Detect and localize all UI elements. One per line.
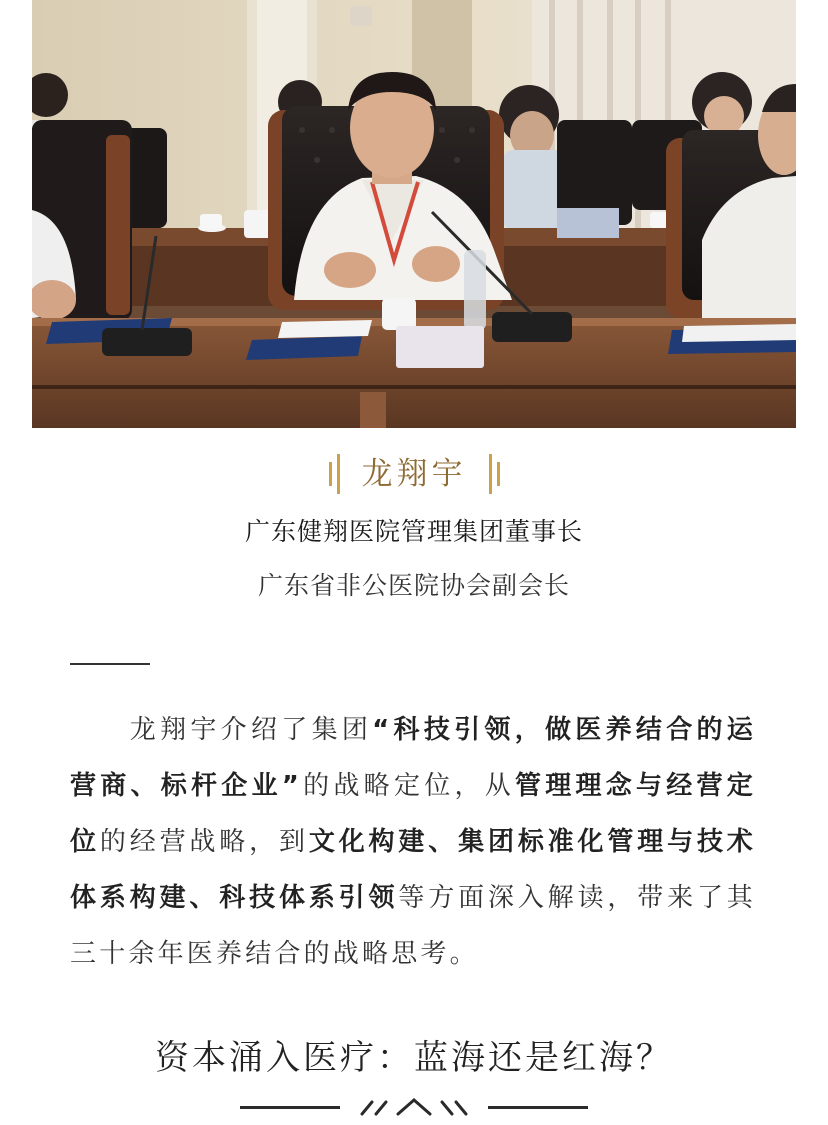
speaker-title-secondary: 广东省非公医院协会副会长 (257, 571, 570, 600)
speaker-name: 龙翔宇 (361, 456, 467, 492)
paragraph-text: 的战略定位，从 (302, 771, 515, 801)
left-bar-ornament (329, 454, 340, 494)
ornament-line-right (488, 1106, 588, 1109)
chevron-ornament-icon (358, 1096, 470, 1118)
paragraph-divider (70, 663, 150, 665)
section-title: 资本涌入医疗：蓝海还是红海？ (155, 1038, 673, 1078)
right-bar-ornament (489, 454, 500, 494)
body-paragraph (70, 702, 756, 982)
paragraph-text: 的经营战略，到 (99, 827, 309, 857)
paragraph-highlight: “科技引领，做医养结合的运营商、标杆企业” (70, 715, 756, 801)
speaker-name-header (0, 452, 828, 496)
paragraph-highlight: 管理理念与经营定位 (70, 771, 756, 857)
section-ornament (0, 1094, 828, 1120)
speaker-title-primary: 广东健翔医院管理集团董事长 (244, 517, 583, 546)
paragraph-text: 龙翔宇介绍了集团 (129, 715, 373, 745)
ornament-line-left (240, 1106, 340, 1109)
conference-photo (32, 0, 796, 428)
paragraph-highlight: 文化构建、集团标准化管理与技术体系构建、科技体系引领 (70, 827, 756, 913)
paragraph-text: 等方面深入解读，带来了其三十余年医养结合的战略思考。 (70, 883, 757, 969)
